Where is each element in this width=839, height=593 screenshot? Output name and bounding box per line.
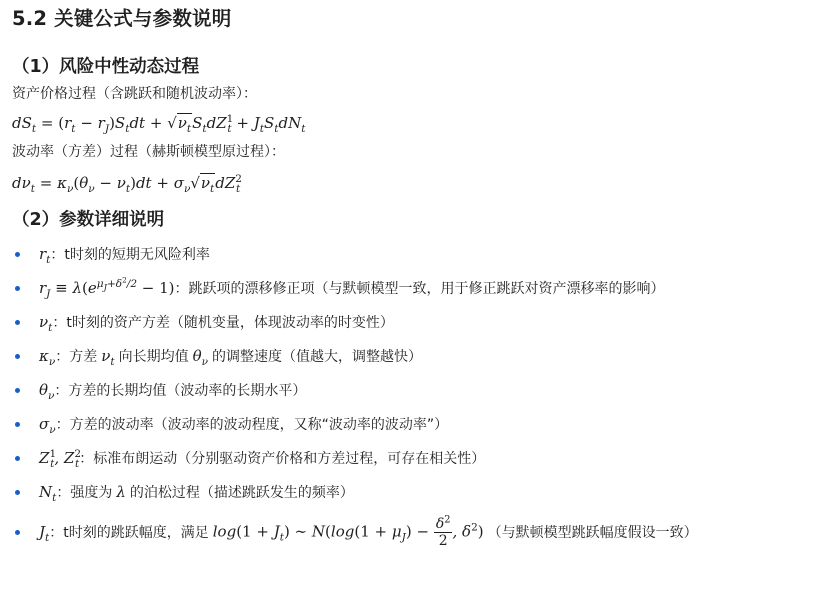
- bullet-icon: [15, 320, 20, 325]
- part2-title: （2）参数详细说明: [12, 210, 165, 230]
- parameter-list: [12, 237, 827, 555]
- bullet-icon: [15, 422, 20, 427]
- bullet-icon: [15, 388, 20, 393]
- asset-process-label: 资产价格过程（含跳跃和随机波动率）：: [12, 86, 257, 102]
- bullet-icon: [15, 286, 20, 291]
- bullet-icon: [15, 530, 20, 535]
- bullet-icon: [15, 490, 20, 495]
- list-item: $J_t$ ：t时刻的跳跃幅度，满足 $\log(1 + J_t)$ ∼ $N(\log(1 + \mu_J)$ − $\frac{\delta^2}{2}$ , $\delta^2$) （与默顿模型跳跃幅度假设一致）: [12, 509, 827, 555]
- variance-process-label: 波动率（方差）过程（赫斯顿模型原过程）：: [12, 144, 285, 160]
- asset-price-equation: $dS_t = (r_t - r_J)S_tdt + √\nu_tS_tdZ^1_t + J_tS_tdN_t$: [12, 113, 306, 135]
- part1-title: （1）风险中性动态过程: [12, 57, 200, 77]
- bullet-icon: [15, 252, 20, 257]
- list-item: $r_t$ ：t时刻的短期无风险利率: [12, 237, 827, 271]
- variance-equation: $d\nu_t = \kappa_\nu(\theta_\nu - \nu_t)dt + \sigma_\nu√\nu_tdZ^2_t$: [12, 173, 242, 195]
- list-item: $\kappa_\nu$ ：方差 $\nu_t$ 向长期均值 $\theta_\nu$ 的调整速度（值越大，调整越快）: [12, 339, 827, 373]
- section-title: 5.2 关键公式与参数说明: [12, 7, 232, 30]
- bullet-icon: [15, 354, 20, 359]
- list-item: $\sigma_\nu$ ：方差的波动率（波动率的波动程度，又称“波动率的波动率”）: [12, 407, 827, 441]
- list-item: $r_J \equiv \lambda(e^{\mu_J+\delta^2/2} - 1)$ ：跳跃项的漂移修正项（与默顿模型一致，用于修正跳跃对资产漂移率的影响）: [12, 271, 827, 305]
- list-item: $N_t$ ：强度为 λ 的泊松过程（描述跳跃发生的频率）: [12, 475, 827, 509]
- list-item: $Z^1_t$, $Z^2_t$ ：标准布朗运动（分别驱动资产价格和方差过程，可存在相关性）: [12, 441, 827, 475]
- bullet-icon: [15, 456, 20, 461]
- list-item: $\theta_\nu$ ：方差的长期均值（波动率的长期水平）: [12, 373, 827, 407]
- list-item: $\nu_t$ ：t时刻的资产方差（随机变量，体现波动率的时变性）: [12, 305, 827, 339]
